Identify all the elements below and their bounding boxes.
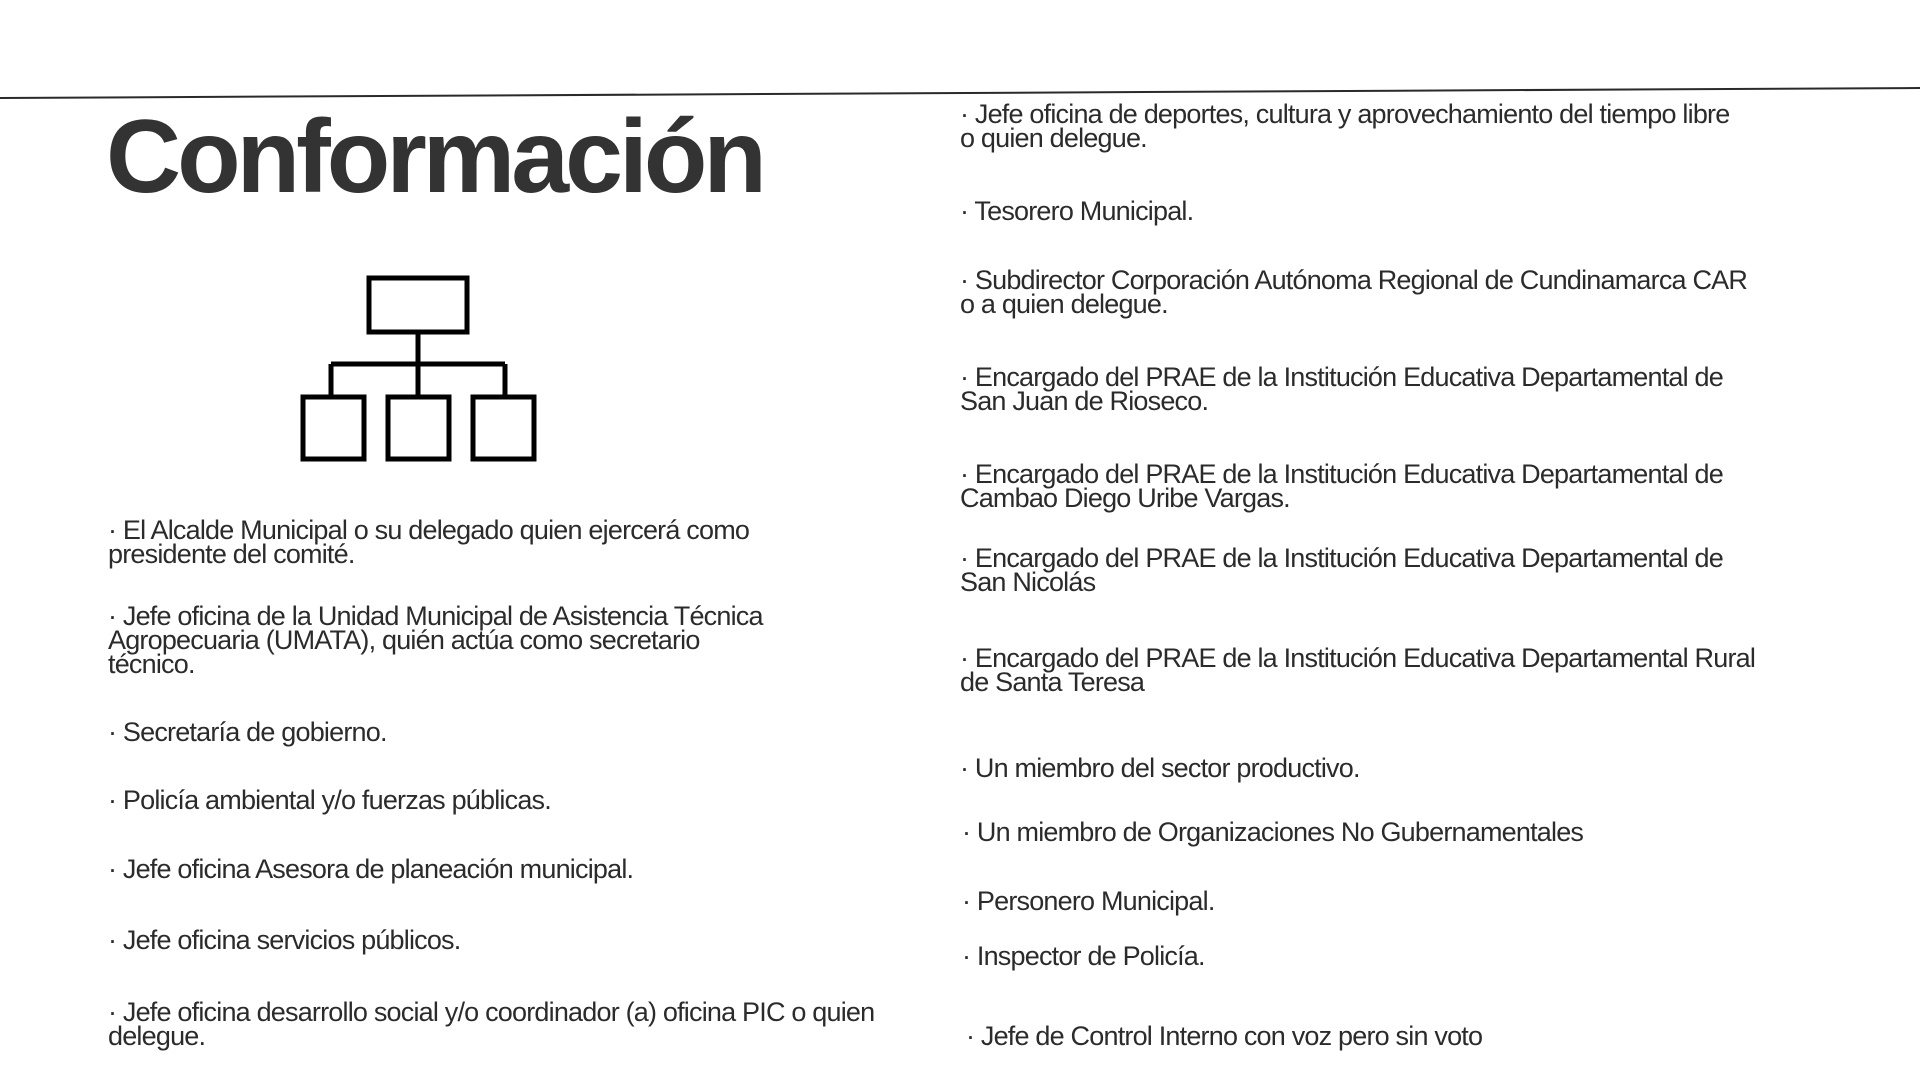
member-prae-santa-teresa: · Encargado del PRAE de la Institución Educativa Departamental Rural de Santa Teresa bbox=[960, 643, 1756, 697]
member-alcalde: · El Alcalde Municipal o su delegado quien ejercerá como presidente del comité. bbox=[108, 515, 750, 569]
member-ong: · Un miembro de Organizaciones No Gubernamentales bbox=[962, 817, 1584, 847]
member-planeacion: · Jefe oficina Asesora de planeación municipal. bbox=[108, 854, 634, 884]
member-umata: · Jefe oficina de la Unidad Municipal de Asistencia Técnica Agropecuaria (UMATA), quién actúa como secretario técnico. bbox=[108, 601, 763, 679]
member-policia-ambiental: · Policía ambiental y/o fuerzas públicas. bbox=[108, 785, 551, 815]
top-divider-line bbox=[0, 0, 1920, 110]
member-secretaria-gobierno: · Secretaría de gobierno. bbox=[108, 717, 387, 747]
member-car: · Subdirector Corporación Autónoma Regional de Cundinamarca CAR o a quien delegue. bbox=[960, 265, 1748, 319]
member-desarrollo-social: · Jefe oficina desarrollo social y/o coordinador (a) oficina PIC o quien delegue. bbox=[108, 997, 875, 1051]
member-prae-san-nicolas: · Encargado del PRAE de la Institución Educativa Departamental de San Nicolás bbox=[960, 543, 1723, 597]
member-personero: · Personero Municipal. bbox=[962, 886, 1215, 916]
member-prae-rioseco: · Encargado del PRAE de la Institución Educativa Departamental de San Juan de Rioseco. bbox=[960, 362, 1723, 416]
member-prae-cambao: · Encargado del PRAE de la Institución Educativa Departamental de Cambao Diego Uribe Vargas. bbox=[960, 459, 1723, 513]
org-chart-icon bbox=[296, 272, 542, 468]
member-tesorero: · Tesorero Municipal. bbox=[960, 196, 1194, 226]
member-control-interno: · Jefe de Control Interno con voz pero sin voto bbox=[966, 1021, 1483, 1051]
page-title: Conformación bbox=[106, 99, 763, 215]
member-deportes: · Jefe oficina de deportes, cultura y aprovechamiento del tiempo libre o quien delegue. bbox=[960, 99, 1730, 153]
member-servicios-publicos: · Jefe oficina servicios públicos. bbox=[108, 925, 461, 955]
member-inspector-policia: · Inspector de Policía. bbox=[962, 941, 1205, 971]
member-sector-productivo: · Un miembro del sector productivo. bbox=[960, 753, 1360, 783]
